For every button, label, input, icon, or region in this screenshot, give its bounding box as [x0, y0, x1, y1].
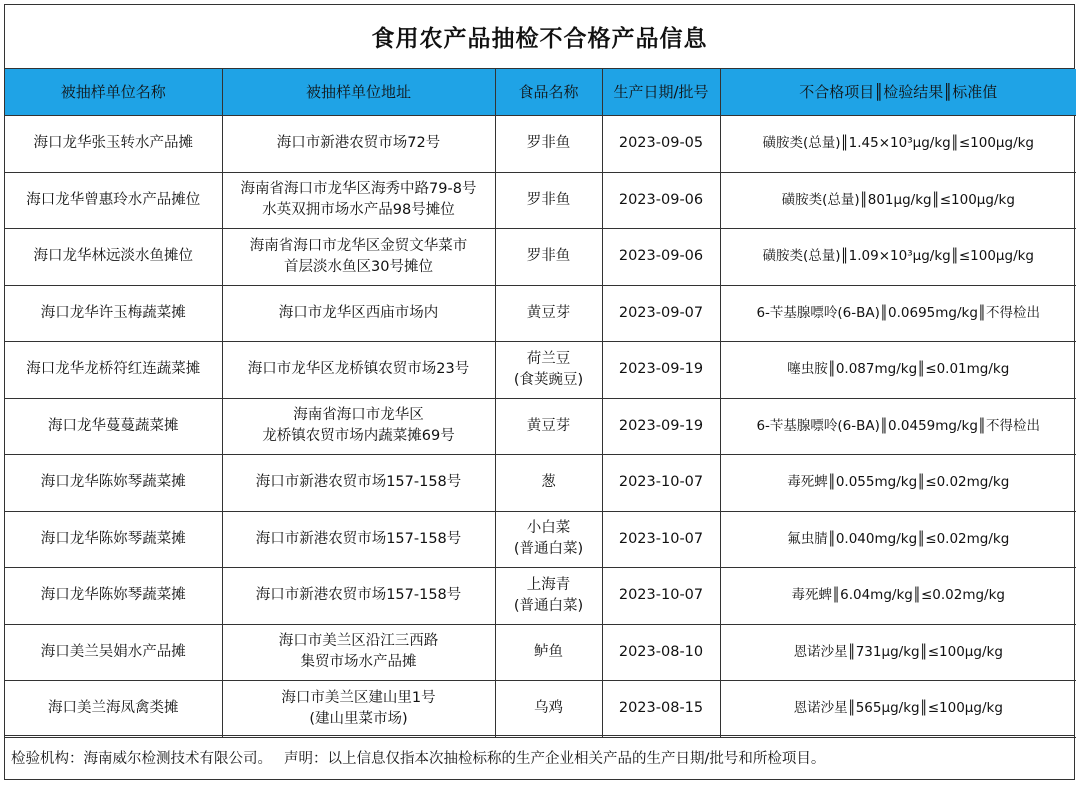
cell-unit-address: [222, 229, 495, 286]
header-food-name: 食品名称: [495, 69, 602, 116]
header-production-date: 生产日期/批号: [602, 69, 720, 116]
cell-food-name: [495, 285, 602, 342]
food-line: 罗非鱼: [526, 191, 571, 208]
header-unit-address: 被抽样单位地址: [222, 69, 495, 116]
cell-food-name: [495, 342, 602, 399]
cell-result: 磺胺类(总量)║801μg/kg║≤100μg/kg: [720, 172, 1076, 229]
table-row: [5, 229, 1076, 286]
address-line: 水英双拥市场水产品98号摊位: [262, 202, 455, 219]
cell-unit-address: [222, 172, 495, 229]
cell-unit-address: [222, 568, 495, 625]
cell-unit-name: 海口龙华张玉转水产品摊: [5, 116, 222, 173]
table-row: [5, 398, 1076, 455]
cell-food-name: [495, 116, 602, 173]
footer-note: [5, 735, 1074, 779]
cell-unit-address: [222, 624, 495, 681]
cell-food-name: [495, 229, 602, 286]
food-line: 乌鸡: [534, 700, 563, 717]
table-row: [5, 455, 1076, 512]
cell-unit-name: 海口龙华陈妳琴蔬菜摊: [5, 568, 222, 625]
food-line: (普通白菜): [513, 541, 584, 558]
cell-unit-name: 海口美兰吴娟水产品摊: [5, 624, 222, 681]
food-line: 荷兰豆: [526, 350, 571, 367]
cell-unit-address: [222, 342, 495, 399]
sheet-title: 食用农产品抽检不合格产品信息: [5, 5, 1074, 69]
cell-unit-address: [222, 116, 495, 173]
cell-food-name: [495, 681, 602, 738]
food-line: 罗非鱼: [526, 248, 571, 265]
cell-production-date: 2023-09-19: [602, 398, 720, 455]
cell-production-date: 2023-10-07: [602, 568, 720, 625]
cell-production-date: 2023-08-10: [602, 624, 720, 681]
cell-result: 恩诺沙星║565μg/kg║≤100μg/kg: [720, 681, 1076, 738]
table-row: [5, 681, 1076, 738]
cell-result: 噻虫胺║0.087mg/kg║≤0.01mg/kg: [720, 342, 1076, 399]
results-table: [5, 69, 1076, 738]
cell-production-date: 2023-10-07: [602, 455, 720, 512]
address-line: 海口市美兰区沿江三西路: [278, 633, 439, 650]
food-line: 小白菜: [526, 520, 571, 537]
cell-result: 磺胺类(总量)║1.45×10³μg/kg║≤100μg/kg: [720, 116, 1076, 173]
address-line: 海口市新港农贸市场157-158号: [255, 474, 462, 491]
cell-unit-name: 海口龙华许玉梅蔬菜摊: [5, 285, 222, 342]
address-line: 海南省海口市龙华区金贸文华菜市: [249, 237, 468, 254]
table-row: [5, 511, 1076, 568]
cell-production-date: 2023-08-15: [602, 681, 720, 738]
table-row: [5, 568, 1076, 625]
cell-unit-address: [222, 681, 495, 738]
food-line: 葱: [541, 474, 556, 491]
address-line: 海口市新港农贸市场157-158号: [255, 587, 462, 604]
cell-food-name: [495, 398, 602, 455]
food-line: (食荚豌豆): [513, 371, 584, 388]
address-line: 海口市新港农贸市场72号: [276, 135, 441, 152]
address-line: 海南省海口市龙华区: [293, 407, 424, 424]
cell-unit-name: 海口龙华蔓蔓蔬菜摊: [5, 398, 222, 455]
header-row: [5, 69, 1076, 116]
cell-unit-address: [222, 285, 495, 342]
cell-result: 6-苄基腺嘌呤(6-BA)║0.0459mg/kg║不得检出: [720, 398, 1076, 455]
cell-unit-name: 海口龙华林远淡水鱼摊位: [5, 229, 222, 286]
cell-food-name: [495, 568, 602, 625]
inspection-agency: 检验机构：海南威尔检测技术有限公司。: [11, 751, 272, 767]
cell-unit-name: 海口龙华曾惠玲水产品摊位: [5, 172, 222, 229]
cell-unit-name: 海口美兰海凤禽类摊: [5, 681, 222, 738]
cell-production-date: 2023-10-07: [602, 511, 720, 568]
header-unit-name: 被抽样单位名称: [5, 69, 222, 116]
address-line: 首层淡水鱼区30号摊位: [284, 258, 433, 275]
cell-production-date: 2023-09-05: [602, 116, 720, 173]
inspection-sheet: [4, 4, 1075, 780]
food-line: 罗非鱼: [526, 135, 571, 152]
food-line: 黄豆芽: [526, 304, 571, 321]
food-line: 鲈鱼: [534, 643, 563, 660]
cell-result: 毒死蜱║0.055mg/kg║≤0.02mg/kg: [720, 455, 1076, 512]
cell-unit-address: [222, 511, 495, 568]
cell-production-date: 2023-09-19: [602, 342, 720, 399]
table-row: [5, 342, 1076, 399]
cell-result: 毒死蜱║6.04mg/kg║≤0.02mg/kg: [720, 568, 1076, 625]
cell-result: 恩诺沙星║731μg/kg║≤100μg/kg: [720, 624, 1076, 681]
cell-unit-address: [222, 455, 495, 512]
table-row: [5, 285, 1076, 342]
cell-unit-name: 海口龙华龙桥符红连蔬菜摊: [5, 342, 222, 399]
cell-unit-name: 海口龙华陈妳琴蔬菜摊: [5, 511, 222, 568]
table-row: [5, 624, 1076, 681]
address-line: 海口市龙华区西庙市场内: [278, 304, 439, 321]
cell-production-date: 2023-09-06: [602, 172, 720, 229]
food-line: 黄豆芽: [526, 417, 571, 434]
food-line: (普通白菜): [513, 597, 584, 614]
cell-production-date: 2023-09-06: [602, 229, 720, 286]
cell-production-date: 2023-09-07: [602, 285, 720, 342]
cell-food-name: [495, 172, 602, 229]
table-row: [5, 172, 1076, 229]
address-line: 海口市美兰区建山里1号: [281, 689, 436, 706]
cell-result: 氟虫腈║0.040mg/kg║≤0.02mg/kg: [720, 511, 1076, 568]
address-line: 龙桥镇农贸市场内蔬菜摊69号: [262, 428, 455, 445]
disclaimer-statement: 声明：以上信息仅指本次抽检标称的生产企业相关产品的生产日期/批号和所检项目。: [284, 751, 826, 767]
cell-unit-name: 海口龙华陈妳琴蔬菜摊: [5, 455, 222, 512]
address-line: 海口市新港农贸市场157-158号: [255, 530, 462, 547]
address-line: 集贸市场水产品摊: [300, 654, 417, 671]
address-line: (建山里菜市场): [309, 710, 408, 727]
food-line: 上海青: [526, 576, 571, 593]
cell-food-name: [495, 455, 602, 512]
header-result: 不合格项目║检验结果║标准值: [720, 69, 1076, 116]
cell-food-name: [495, 624, 602, 681]
cell-result: 磺胺类(总量)║1.09×10³μg/kg║≤100μg/kg: [720, 229, 1076, 286]
cell-result: 6-苄基腺嘌呤(6-BA)║0.0695mg/kg║不得检出: [720, 285, 1076, 342]
address-line: 海口市龙华区龙桥镇农贸市场23号: [247, 361, 470, 378]
address-line: 海南省海口市龙华区海秀中路79-8号: [240, 181, 477, 198]
cell-food-name: [495, 511, 602, 568]
cell-unit-address: [222, 398, 495, 455]
table-row: [5, 116, 1076, 173]
